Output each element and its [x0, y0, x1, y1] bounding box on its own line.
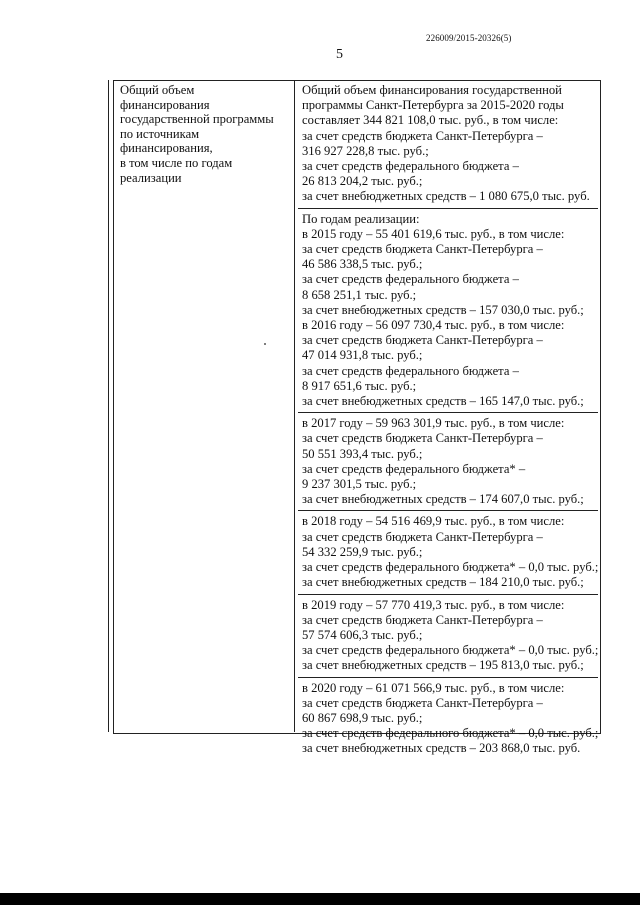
- text-line: за счет средств бюджета Санкт-Петербурга –: [302, 242, 543, 257]
- text-line: в 2018 году – 54 516 469,9 тыс. руб., в том числе:: [302, 514, 565, 529]
- text-line: Общий объем финансирования государственной: [302, 83, 562, 97]
- financing-details-cell: [298, 80, 598, 760]
- text-line: 47 014 931,8 тыс. руб.;: [302, 348, 423, 363]
- text-line: 60 867 698,9 тыс. руб.;: [302, 710, 423, 725]
- text-line: за счет средств бюджета Санкт-Петербурга –: [302, 128, 543, 143]
- row-label-line: по источникам: [120, 126, 200, 141]
- row-label-line: финансирования,: [120, 141, 213, 156]
- text-line: 54 332 259,9 тыс. руб.;: [302, 544, 423, 559]
- text-line: составляет 344 821 108,0 тыс. руб., в том числе:: [302, 113, 559, 128]
- year-2019-block: [298, 594, 598, 677]
- text-line: за счет средств бюджета Санкт-Петербурга –: [302, 431, 543, 446]
- text-line: за счет средств бюджета Санкт-Петербурга –: [302, 612, 543, 627]
- scan-bottom-edge: [0, 893, 640, 905]
- column-divider: [294, 80, 295, 732]
- text-line: за счет внебюджетных средств – 195 813,0 тыс. руб.;: [302, 658, 584, 673]
- text-line: за счет внебюджетных средств – 174 607,0 тыс. руб.;: [302, 492, 584, 507]
- text-line: за счет средств федерального бюджета –: [302, 272, 519, 287]
- text-line: за счет средств федерального бюджета* – 0,0 тыс. руб.;: [302, 643, 599, 658]
- text-line: за счет средств федерального бюджета* – 0,0 тыс. руб.;: [302, 726, 599, 741]
- text-line: 50 551 393,4 тыс. руб.;: [302, 446, 423, 461]
- text-line: По годам реализации:: [302, 211, 420, 226]
- scan-speck: [264, 343, 266, 345]
- text-line: за счет внебюджетных средств – 1 080 675,0 тыс. руб.: [302, 189, 590, 204]
- years-2015-2016-block: [298, 208, 598, 413]
- text-line: в 2015 году – 55 401 619,6 тыс. руб., в том числе:: [302, 226, 565, 241]
- row-label-line: Общий объем: [120, 83, 195, 97]
- text-line: 8 917 651,6 тыс. руб.;: [302, 378, 417, 393]
- text-line: за счет внебюджетных средств – 165 147,0 тыс. руб.;: [302, 394, 584, 409]
- text-line: в 2017 году – 59 963 301,9 тыс. руб., в том числе:: [302, 416, 565, 431]
- year-2018-block: [298, 510, 598, 593]
- year-2017-block: [298, 412, 598, 510]
- text-line: за счет средств бюджета Санкт-Петербурга –: [302, 333, 543, 348]
- text-line: 8 658 251,1 тыс. руб.;: [302, 287, 417, 302]
- text-line: 316 927 228,8 тыс. руб.;: [302, 143, 429, 158]
- text-line: 9 237 301,5 тыс. руб.;: [302, 477, 417, 492]
- year-2020-block: [298, 677, 598, 760]
- text-line: за счет средств бюджета Санкт-Петербурга –: [302, 695, 543, 710]
- text-line: за счет средств федерального бюджета –: [302, 159, 519, 174]
- text-line: 46 586 338,5 тыс. руб.;: [302, 257, 423, 272]
- text-line: за счет средств федерального бюджета* –: [302, 461, 526, 476]
- total-financing-block: [298, 80, 598, 208]
- text-line: за счет внебюджетных средств – 203 868,0 тыс. руб.: [302, 741, 581, 756]
- text-line: за счет средств федерального бюджета* – 0,0 тыс. руб.;: [302, 560, 599, 575]
- text-line: за счет внебюджетных средств – 157 030,0 тыс. руб.;: [302, 302, 584, 317]
- text-line: в 2019 году – 57 770 419,3 тыс. руб., в том числе:: [302, 597, 565, 612]
- text-line: 26 813 204,2 тыс. руб.;: [302, 174, 423, 189]
- text-line: за счет средств бюджета Санкт-Петербурга –: [302, 529, 543, 544]
- text-line: за счет средств федерального бюджета –: [302, 363, 519, 378]
- text-line: за счет внебюджетных средств – 184 210,0 тыс. руб.;: [302, 575, 584, 590]
- table-left-margin-line: [108, 80, 109, 732]
- text-line: в 2020 году – 61 071 566,9 тыс. руб., в том числе:: [302, 680, 565, 695]
- text-line: программы Санкт-Петербурга за 2015-2020 годы: [302, 98, 564, 113]
- page-number: 5: [336, 47, 343, 62]
- row-label-cell: [120, 83, 290, 185]
- row-label-line: реализации: [120, 170, 182, 185]
- document-registration-number: 226009/2015-20326(5): [426, 33, 512, 43]
- row-label-line: государственной программы: [120, 112, 274, 127]
- row-label-line: финансирования: [120, 97, 210, 112]
- row-label-line: в том числе по годам: [120, 155, 233, 170]
- text-line: в 2016 году – 56 097 730,4 тыс. руб., в том числе:: [302, 318, 565, 333]
- text-line: 57 574 606,3 тыс. руб.;: [302, 627, 423, 642]
